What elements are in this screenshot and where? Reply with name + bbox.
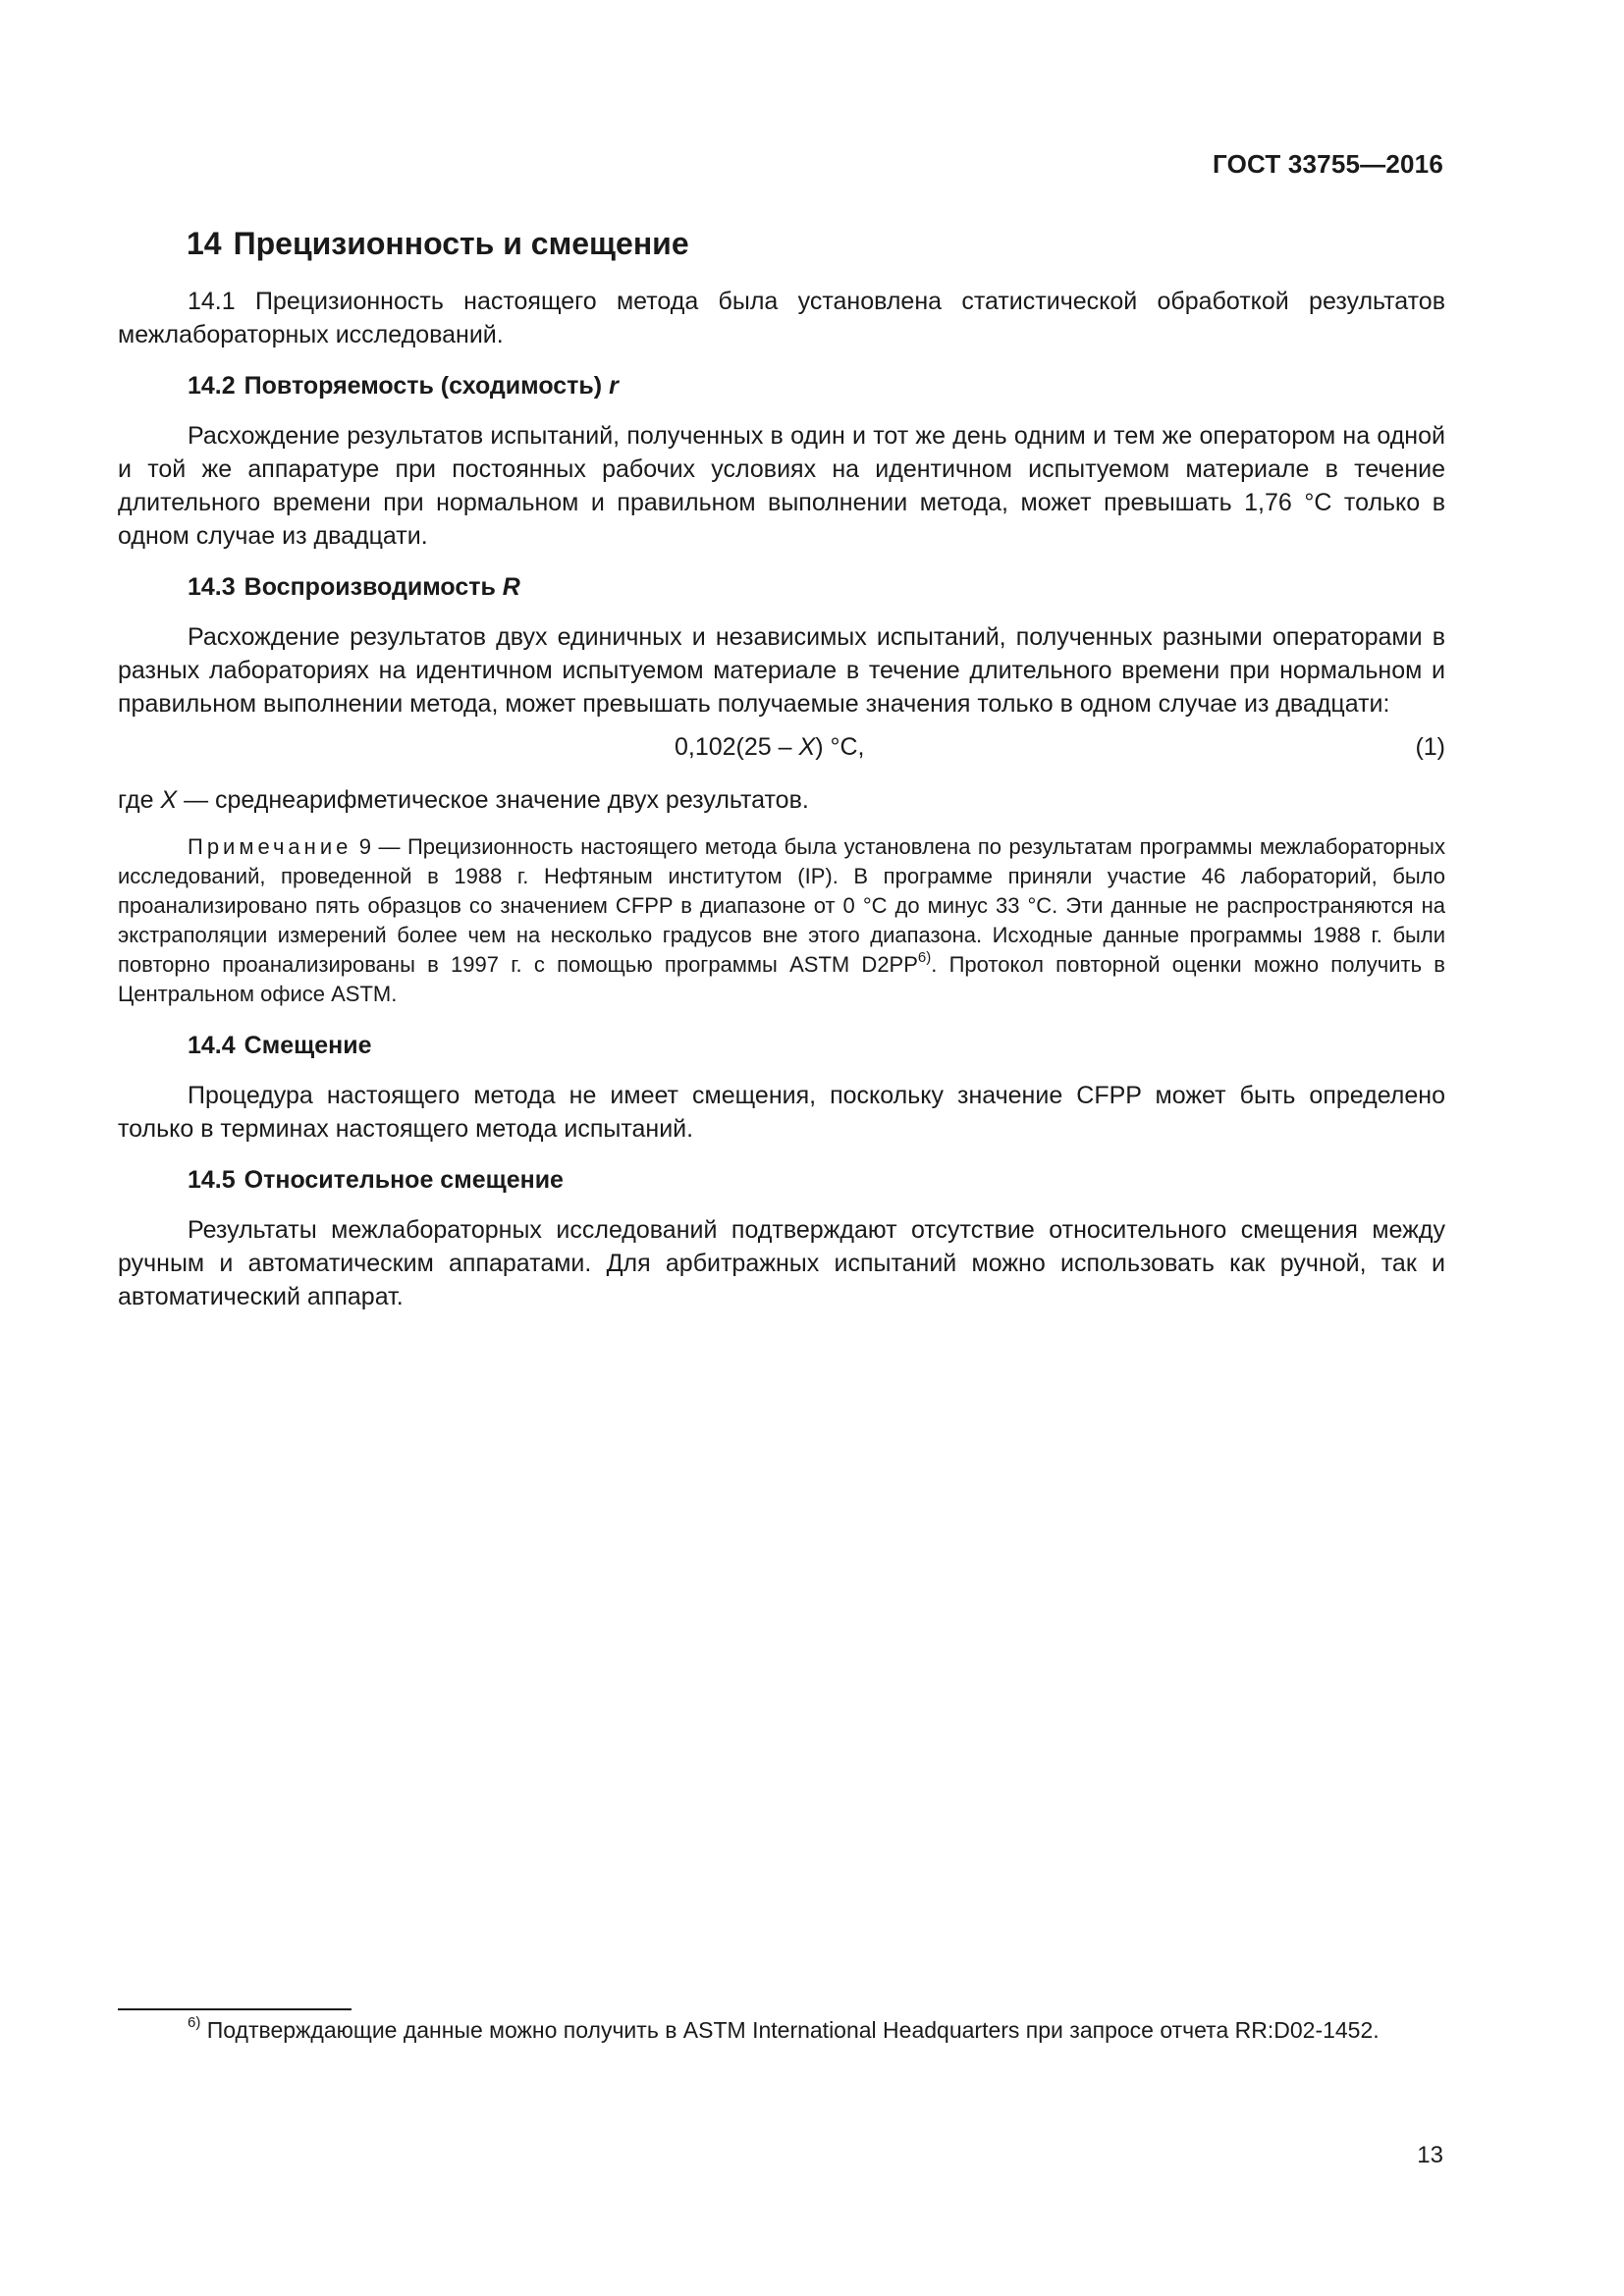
note-number: 9 (358, 834, 372, 859)
subsection-title: Смещение (244, 1032, 372, 1059)
subsection-title: Повторяемость (сходимость) (244, 372, 610, 400)
reproducibility-symbol: R (502, 573, 520, 601)
bias-paragraph: Процедура настоящего метода не имеет смещения, поскольку значение CFPP может быть определено только в терминах настоящего метода испытаний. (118, 1082, 1445, 1143)
footnote-text: Подтверждающие данные можно получить в ASTM International Headquarters при запросе отчета RR:D02-1452. (200, 2017, 1380, 2043)
section-heading (118, 224, 1445, 263)
formula-variable: X (798, 733, 816, 761)
footnote (118, 2015, 1445, 2045)
formula (675, 730, 864, 764)
formula-explanation (118, 783, 1445, 817)
standard-designation: ГОСТ 33755—2016 (1213, 149, 1443, 179)
formula-prefix: 0,102(25 – (675, 733, 799, 761)
note-label: Примечание (188, 834, 352, 859)
repeatability-symbol: r (609, 372, 619, 400)
page-number: 13 (1417, 2142, 1443, 2168)
note-text-end: . Протокол повторной оценки можно получить в Центральном офисе ASTM. (118, 952, 1445, 1006)
page-content (118, 224, 1445, 1331)
footnote-marker: 6) (188, 2014, 201, 2032)
relative-bias-paragraph: Результаты межлабораторных исследований подтверждают отсутствие относительного смещения между ручным и автоматическим аппаратами. Для арбитражных испытаний можно использовать как ручной, так и автоматический аппарат. (118, 1216, 1445, 1310)
subsection-heading-repeatability (118, 369, 1445, 402)
subsection-title: Воспроизводимость (244, 573, 503, 601)
note-text: — Прецизионность настоящего метода была установлена по результатам программы межлабораторных исследований, проведенной в 1988 г. Нефтяным институтом (IP). В программе приняли участие 46 лабораторий, было проанализировано пять образцов со значением CFPP в диапазоне от 0 °С до минус 33 °С. Эти данные не распространяются на экстраполяции измерений более чем на несколько градусов вне этого диапазона. Исходные данные программы 1988 г. были повторно проанализированы в 1997 г. с помощью программы ASTM D2PP (118, 834, 1445, 977)
section-title: Прецизионность и смещение (233, 226, 689, 261)
repeatability-paragraph: Расхождение результатов испытаний, полученных в один и тот же день одним и тем же оператором на одной и той же аппаратуре при постоянных рабочих условиях на идентичном испытуемом материале в течение длительного времени при нормальном и правильном выполнении метода, может превышать 1,76 °С только в одном случае из двадцати. (118, 422, 1445, 550)
subsection-number: 14.2 (188, 372, 236, 400)
footnote-separator (118, 2008, 352, 2010)
where-text: — среднеарифметическое значение двух результатов. (177, 786, 809, 814)
formula-row (118, 728, 1445, 768)
footnote-reference[interactable]: 6) (917, 948, 932, 966)
subsection-heading-relative-bias (118, 1163, 1445, 1197)
section-intro-paragraph: 14.1 Прецизионность настоящего метода была установлена статистической обработкой результатов межлабораторных исследований. (118, 288, 1445, 348)
formula-number: (1) (1415, 733, 1445, 761)
note-paragraph (118, 832, 1445, 1009)
subsection-number: 14.3 (188, 573, 236, 601)
where-prefix: где (118, 786, 161, 814)
formula-suffix: ) °С, (815, 733, 865, 761)
subsection-heading-reproducibility (118, 570, 1445, 604)
subsection-number: 14.5 (188, 1166, 236, 1194)
subsection-heading-bias (118, 1029, 1445, 1062)
reproducibility-paragraph: Расхождение результатов двух единичных и независимых испытаний, полученных разными операторами в разных лабораториях на идентичном испытуемом материале в течение длительного времени при нормальном и правильном выполнении метода, может превышать получаемые значения только в одном случае из двадцати: (118, 623, 1445, 718)
section-number: 14 (187, 226, 222, 261)
where-variable: X (160, 786, 178, 814)
subsection-number: 14.4 (188, 1032, 236, 1059)
subsection-title: Относительное смещение (244, 1166, 564, 1194)
